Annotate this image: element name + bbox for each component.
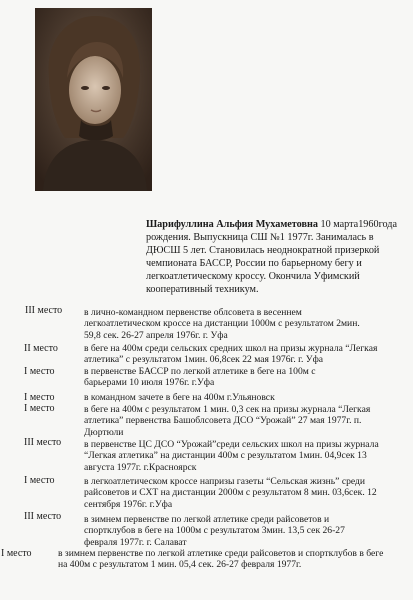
result-place: I место bbox=[24, 475, 55, 486]
result-description: в зимнем первенстве по легкой атлетике среди райсоветов и спортклубов в беге на 1000м с результатом 3мин. 13,5 сек 26-27 февраля 1977г. г. Салават bbox=[84, 514, 345, 548]
athlete-name: Шарифуллина Альфия Мухаметовна bbox=[146, 219, 318, 230]
result-description: в командном зачете в беге на 400м г.Ульяновск bbox=[84, 392, 275, 403]
result-description: в беге на 400м с результатом 1 мин. 0,3 сек на призы журнала “Легкая атлетика” первенства Башоблсовета ДСО “Урожай” 27 мая 1977г. п. Дюртюли bbox=[84, 404, 371, 438]
result-description: в первенстве ЦС ДСО “Урожай”среди сельских школ на призы журнала “Легкая атлетика” на дистанции 400м с результатом 1мин. 04,9сек 13 августа 1977г. г.Красноярск bbox=[84, 439, 379, 473]
result-place: I место bbox=[24, 392, 55, 403]
result-description: в зимнем первенстве по легкой атлетике среди райсоветов и спортклубов в беге на 400м с результатом 1 мин. 05,4 сек. 26-27 февраля 1977г. bbox=[58, 548, 384, 571]
result-description: в легкоатлетическом кроссе напризы газеты “Сельская жизнь” среди райсоветов и СХТ на дистанции 2000м с результатом 8 мин. 03,6сек. 12 сентября 1976г. г.Уфа bbox=[84, 476, 377, 510]
result-place: I место bbox=[24, 366, 55, 377]
result-description: в беге на 400м среди сельских средних школ на призы журнала “Легкая атлетика” с результатом 1мин. 06,8сек 22 мая 1976г. г. Уфа bbox=[84, 343, 378, 366]
result-place: II место bbox=[24, 343, 58, 354]
result-description: в лично-командном первенстве облсовета в весеннем легкоатлетическом кроссе на дистанции 1000м с результатом 2мин. 59,8 сек. 26-27 апреля 1976г. г. Уфа bbox=[84, 307, 360, 341]
result-place: III место bbox=[25, 305, 63, 316]
result-description: в первенстве БАССР по легкой атлетике в беге на 100м с барьерами 10 июля 1976г. г.Уфа bbox=[84, 366, 316, 389]
result-place: III место bbox=[24, 437, 62, 448]
result-place: III место bbox=[24, 511, 62, 522]
result-place: I место bbox=[24, 403, 55, 414]
biography-text: 10 марта1960года рождения. Выпускница СШ №1 1977г. Занималась в ДЮСШ 5 лет. Становилась неоднократной призеркой чемпионата БАССР, России по барьерному бегу и легкоатлетическому кроссу. Окончила Уфимский кооперативный техникум. bbox=[146, 219, 398, 295]
result-place: I место bbox=[1, 548, 32, 559]
